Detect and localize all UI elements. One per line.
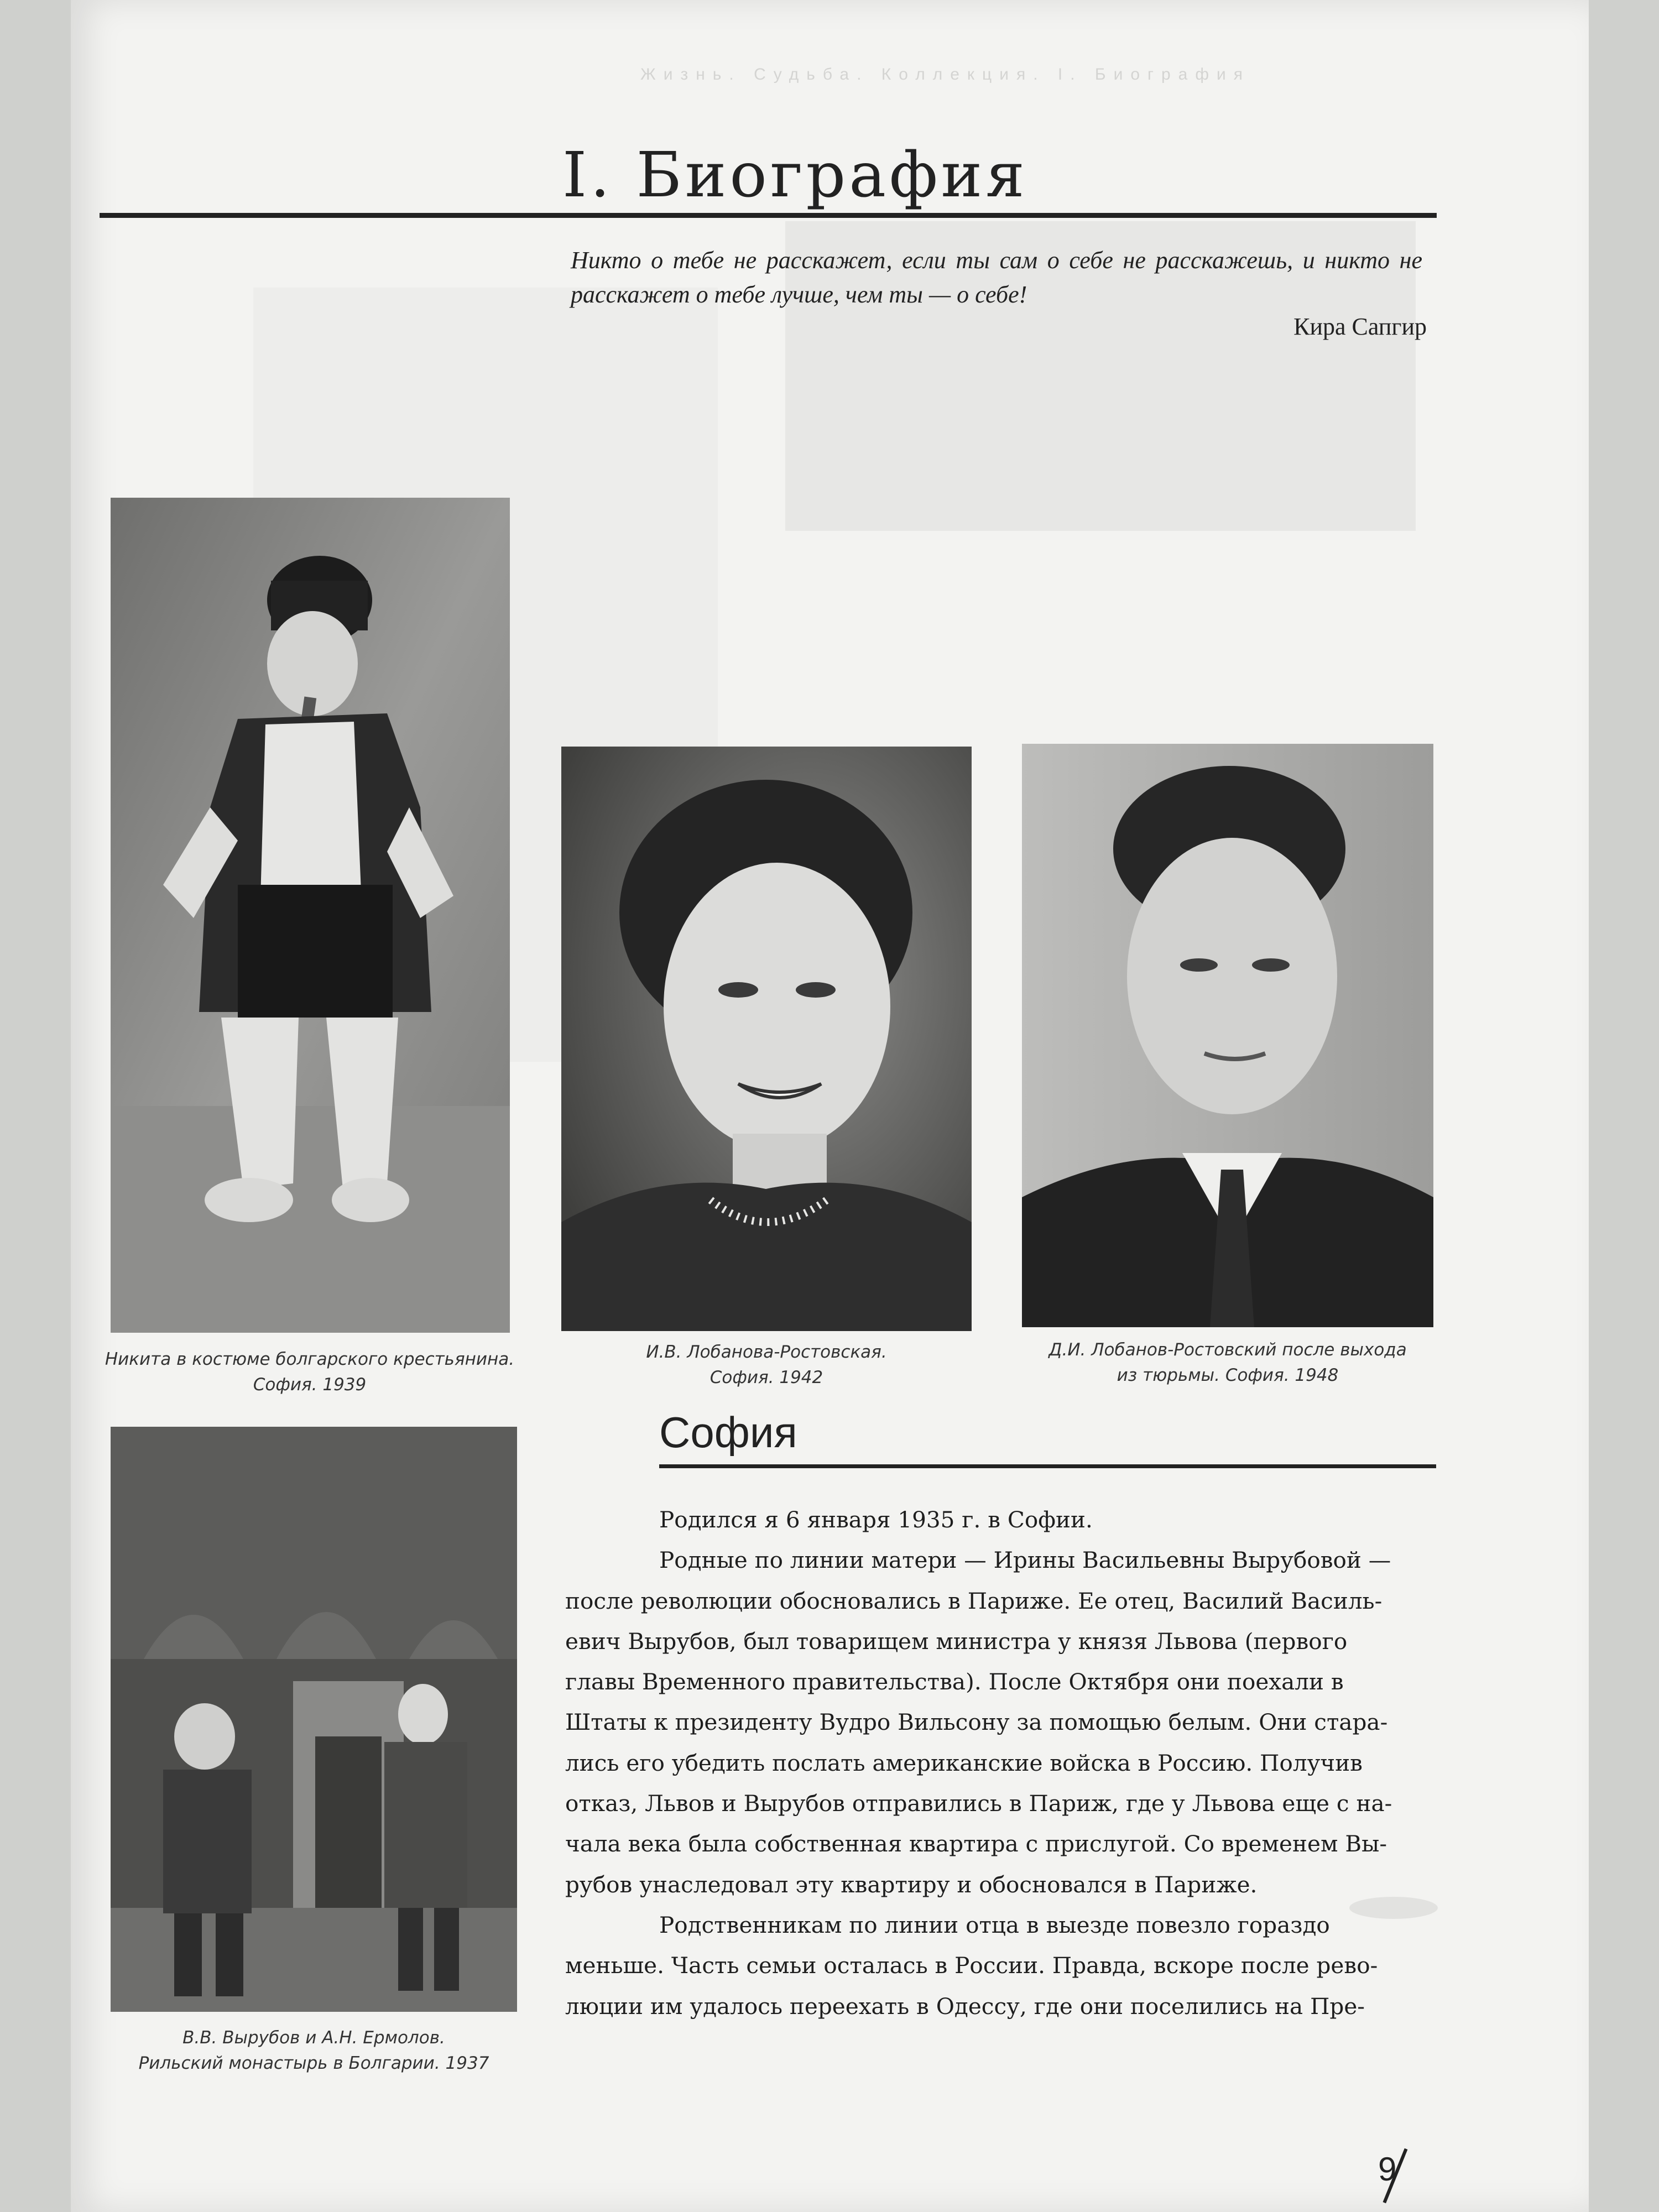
epigraph-text: Никто о тебе не расскажет, если ты сам о себе не расскажешь, и никто не расскажет о тебе лучше, чем ты — о себе! [571, 247, 1422, 308]
photo-monastery [111, 1427, 517, 2012]
paragraph: Родные по линии матери — Ирины Васильевны Вырубовой — после революции обосновались в Париже. Ее отец, Василий Василь- евич Вырубов, был товарищем министра у князя Львова (первого главы Временного правительства). После Октября они поехали в Штаты к президенту Вудро Вильсону за помощью белым. Они стара- лись его убедить послать американские войска в Россию. Получив отказ, Львов и Вырубов отправились в Париж, где у Львова еще с на- чала века была собственная квартира с прислугой. Со временем Вы- рубов унаследовал эту квартиру и обосновался в Париже. [565, 1547, 1392, 1898]
section-heading: София [659, 1408, 797, 1457]
photo-man-portrait [1022, 744, 1433, 1327]
paragraph: Родился я 6 января 1935 г. в Софии. [659, 1506, 1093, 1533]
page-smudge [1349, 1897, 1438, 1919]
title-rule [100, 213, 1437, 218]
paragraph: Родственникам по линии отца в выезде повезло гораздо меньше. Часть семьи осталась в России. Правда, вскоре после рево- люции им удалось переехать в Одессу, где они поселились на Пре- [565, 1911, 1378, 2020]
chapter-title: I. Биография [562, 139, 1028, 211]
caption-man-portrait: Д.И. Лобанов-Ростовский после выхода из тюрьмы. София. 1948 [1048, 1340, 1407, 1385]
section-rule [659, 1464, 1436, 1468]
caption-woman-portrait: И.В. Лобанова-Ростовская. София. 1942 [646, 1342, 887, 1387]
caption-boy-costume: Никита в костюме болгарского крестьянина. София. 1939 [105, 1349, 515, 1395]
body-text [565, 1500, 1436, 2027]
caption-monastery: В.В. Вырубов и А.Н. Ермолов. Рильский монастырь в Болгарии. 1937 [138, 2028, 489, 2073]
photo-woman-portrait [561, 747, 972, 1331]
epigraph-author: Кира Сапгир [1293, 313, 1427, 340]
bleed-through-header: Жизнь. Судьба. Коллекция. I. Биография [640, 65, 1251, 84]
page-number: 9 [1378, 2151, 1397, 2188]
photo-boy-costume [111, 498, 510, 1333]
